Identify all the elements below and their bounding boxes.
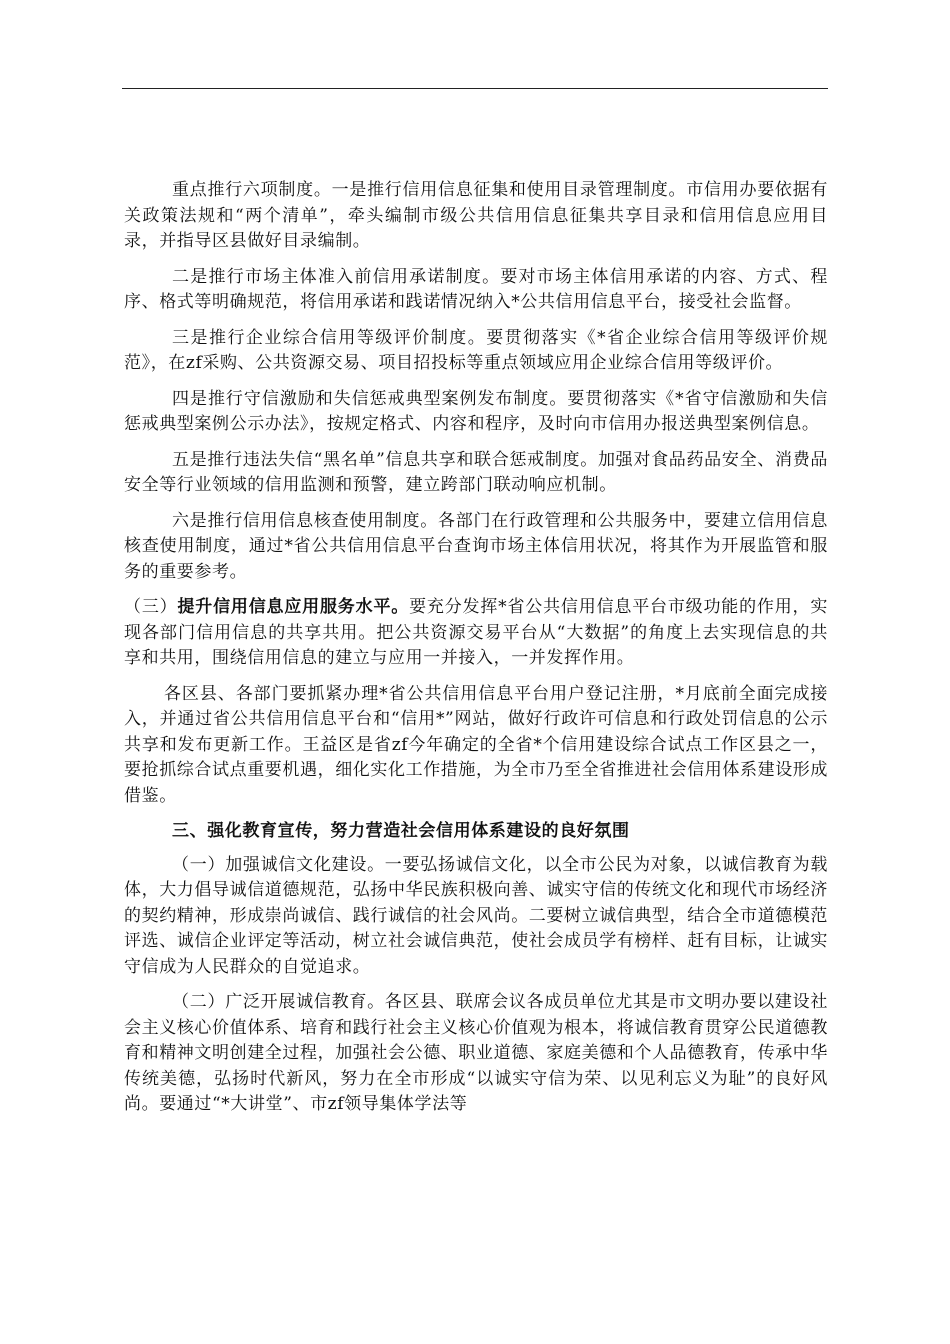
paragraph-education: （二）广泛开展诚信教育。各区县、联席会议各成员单位尤其是市文明办要以建设社会主义核心价值体系、培育和践行社会主义核心价值观为根本，将诚信教育贯穿公民道德教育和精神文明创建全过程，加强社会公德、职业道德、家庭美德和个人品德教育，传承中华传统美德，弘扬时代新风，努力在全市形成“以诚实守信为荣、以见利忘义为耻”的良好风尚。要通过“*大讲堂”、市zf领导集体学法等 [124, 992, 828, 1114]
paragraph-system-four: 四是推行守信激励和失信惩戒典型案例发布制度。要贯彻落实《*省守信激励和失信惩戒典型案例公示办法》，按规定格式、内容和程序，及时向市信用办报送典型案例信息。 [124, 388, 828, 434]
section-three-title: 提升信用信息应用服务水平。 [177, 597, 410, 617]
section-three-body: 要充分发挥*省公共信用信息平台市级功能的作用，实现各部门信用信息的共享共用。把公共资源交易平台从“大数据”的角度上去实现信息的共享和共用，围绕信用信息的建立与应用一并接入，一并发挥作用。 [124, 597, 828, 668]
paragraph-counties: 各区县、各部门要抓紧办理*省公共信用信息平台用户登记注册，*月底前全面完成接入，并通过省公共信用信息平台和“信用*”网站，做好行政许可信息和行政处罚信息的公示共享和发布更新工作。王益区是省zf今年确定的全省*个信用建设综合试点工作区县之一，要抢抓综合试点重要机遇，细化实化工作措施，为全市乃至全省推进社会信用体系建设形成借鉴。 [124, 683, 828, 806]
header-rule [122, 88, 828, 89]
paragraph-six-systems: 重点推行六项制度。一是推行信用信息征集和使用目录管理制度。市信用办要依据有关政策法规和“两个清单”，牵头编制市级公共信用信息征集共享目录和信用信息应用目录，并指导区县做好目录编制。 [124, 180, 828, 251]
paragraph-system-two: 二是推行市场主体准入前信用承诺制度。要对市场主体信用承诺的内容、方式、程序、格式等明确规范，将信用承诺和践诺情况纳入*公共信用信息平台，接受社会监督。 [124, 266, 828, 312]
paragraph-culture: （一）加强诚信文化建设。一要弘扬诚信文化，以全市公民为对象，以诚信教育为载体，大力倡导诚信道德规范，弘扬中华民族积极向善、诚实守信的传统文化和现代市场经济的契约精神，形成崇尚诚信、践行诚信的社会风尚。二要树立诚信典型，结合全市道德模范评选、诚信企业评定等活动，树立社会诚信典范，使社会成员学有榜样、赶有目标，让诚实守信成为人民群众的自觉追求。 [124, 854, 828, 977]
paragraph-system-five: 五是推行违法失信“黑名单”信息共享和联合惩戒制度。加强对食品药品安全、消费品安全等行业领域的信用监测和预警，建立跨部门联动响应机制。 [124, 449, 828, 495]
section-three-prefix: （三） [124, 597, 178, 617]
paragraph-system-three: 三是推行企业综合信用等级评价制度。要贯彻落实《*省企业综合信用等级评价规范》，在zf采购、公共资源交易、项目招投标等重点领域应用企业综合信用等级评价。 [124, 327, 828, 373]
document-body [124, 178, 828, 1128]
paragraph-section-three [124, 595, 828, 672]
heading-three: 三、强化教育宣传，努力营造社会信用体系建设的良好氛围 [172, 821, 630, 841]
paragraph-system-six: 六是推行信用信息核查使用制度。各部门在行政管理和公共服务中，要建立信用信息核查使用制度，通过*省公共信用信息平台查询市场主体信用状况，将其作为开展监管和服务的重要参考。 [124, 510, 828, 582]
